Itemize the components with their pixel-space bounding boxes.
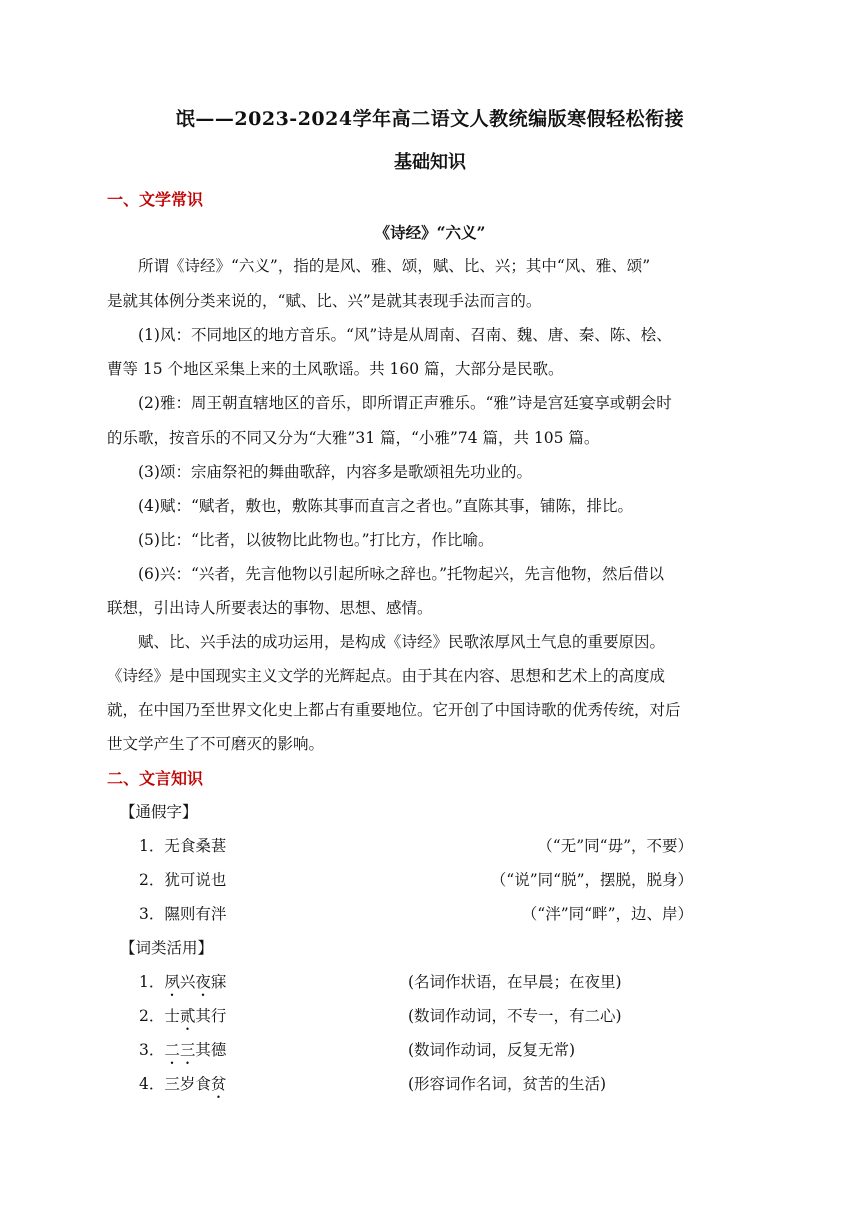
paragraph-feng-line1: (1)风：不同地区的地方音乐。“风”诗是从周南、召南、魏、唐、秦、陈、桧、 (138, 326, 672, 344)
paragraph-summary-line3: 就，在中国乃至世界文化史上都占有重要地位。它开创了中国诗歌的优秀传统，对后 (107, 701, 681, 719)
tongjiazi-label: 【通假字】 (120, 803, 198, 821)
section-heading-classical-chinese: 二、文言知识 (107, 769, 204, 788)
paragraph-song: (3)颂：宗庙祭祀的舞曲歌辞，内容多是歌颂祖先功业的。 (138, 463, 532, 481)
cilei-item-2 (139, 1004, 226, 1034)
cilei-item-1-dotted-b: 夜 (195, 973, 211, 991)
cilei-item-4 (139, 1072, 226, 1102)
paragraph-xing-line2: 联想，引出诗人所要表达的事物、思想、感情。 (107, 599, 433, 617)
tongjiazi-note-1: （“无”同“毋”，不要） (537, 837, 693, 855)
document-title: 氓——2023-2024学年高二语文人教统编版寒假轻松衔接 (175, 108, 685, 130)
subheading-six-principles: 《诗经》“六义” (374, 223, 486, 242)
paragraph-intro-line1: 所谓《诗经》“六义”，指的是风、雅、颂，赋、比、兴；其中“风、雅、颂” (138, 257, 651, 275)
tongjiazi-item-3: 3．隰则有泮 (139, 905, 227, 923)
cilei-item-3 (139, 1038, 226, 1068)
cilei-item-4-dotted: 贫 (210, 1075, 227, 1093)
cilei-label: 【词类活用】 (120, 939, 214, 957)
paragraph-ya-line2: 的乐歌，按音乐的不同又分为“大雅”31 篇，“小雅”74 篇，共 105 篇。 (107, 429, 600, 447)
paragraph-bi: (5)比：“比者，以彼物比此物也。”打比方，作比喻。 (138, 531, 494, 549)
tongjiazi-item-1: 1．无食桑葚 (139, 837, 227, 855)
cilei-note-1: (名词作状语，在早晨；在夜里) (408, 973, 622, 991)
cilei-item-2-mid: 其行 (195, 1007, 227, 1025)
cilei-note-3: (数词作动词，反复无常) (408, 1041, 576, 1059)
cilei-item-4-pre: 三岁食 (164, 1075, 211, 1093)
cilei-item-2-dotted: 贰 (179, 1007, 196, 1025)
cilei-item-1-mid: 兴 (179, 973, 196, 991)
cilei-note-2: (数词作动词，不专一，有二心) (408, 1007, 622, 1025)
paragraph-xing-line1: (6)兴：“兴者，先言他物以引起所咏之辞也。”托物起兴，先言他物，然后借以 (138, 565, 665, 583)
cilei-note-4: (形容词作名词，贫苦的生活) (408, 1075, 607, 1093)
paragraph-ya-line1: (2)雅：周王朝直辖地区的音乐，即所谓正声雅乐。“雅”诗是宫廷宴享或朝会时 (138, 394, 672, 412)
tongjiazi-item-2: 2．犹可说也 (139, 871, 227, 889)
paragraph-summary-line2: 《诗经》是中国现实主义文学的光辉起点。由于其在内容、思想和艺术上的高度成 (107, 667, 666, 685)
cilei-item-3-dotted-a: 二 (164, 1041, 180, 1059)
cilei-item-2-num: 2． (139, 1007, 165, 1025)
tongjiazi-note-3: （“泮”同“畔”，边、岸） (521, 905, 693, 923)
cilei-item-1-post: 寐 (210, 973, 227, 991)
cilei-item-3-num: 3． (139, 1041, 165, 1059)
cilei-item-1-num: 1． (139, 973, 165, 991)
cilei-item-2-pre: 士 (164, 1007, 180, 1025)
cilei-item-4-num: 4． (139, 1075, 165, 1093)
cilei-item-3-post: 其德 (195, 1041, 227, 1059)
document-subtitle: 基础知识 (394, 152, 466, 173)
cilei-item-3-dotted-b: 三 (179, 1041, 196, 1059)
cilei-item-1 (139, 970, 226, 1000)
paragraph-fu: (4)赋：“赋者，敷也，敷陈其事而直言之者也。”直陈其事，铺陈，排比。 (138, 497, 634, 515)
paragraph-summary-line1: 赋、比、兴手法的成功运用，是构成《诗经》民歌浓厚风土气息的重要原因。 (138, 633, 666, 651)
paragraph-feng-line2: 曹等 15 个地区采集上来的土风歌谣。共 160 篇，大部分是民歌。 (107, 360, 564, 378)
paragraph-summary-line4: 世文学产生了不可磨灭的影响。 (107, 735, 325, 753)
cilei-item-1-dotted-a: 夙 (164, 973, 180, 991)
paragraph-intro-line2: 是就其体例分类来说的，“赋、比、兴”是就其表现手法而言的。 (107, 292, 542, 310)
section-heading-literature: 一、文学常识 (107, 190, 204, 209)
tongjiazi-note-2: （“说”同“脱”，摆脱，脱身） (490, 871, 693, 889)
